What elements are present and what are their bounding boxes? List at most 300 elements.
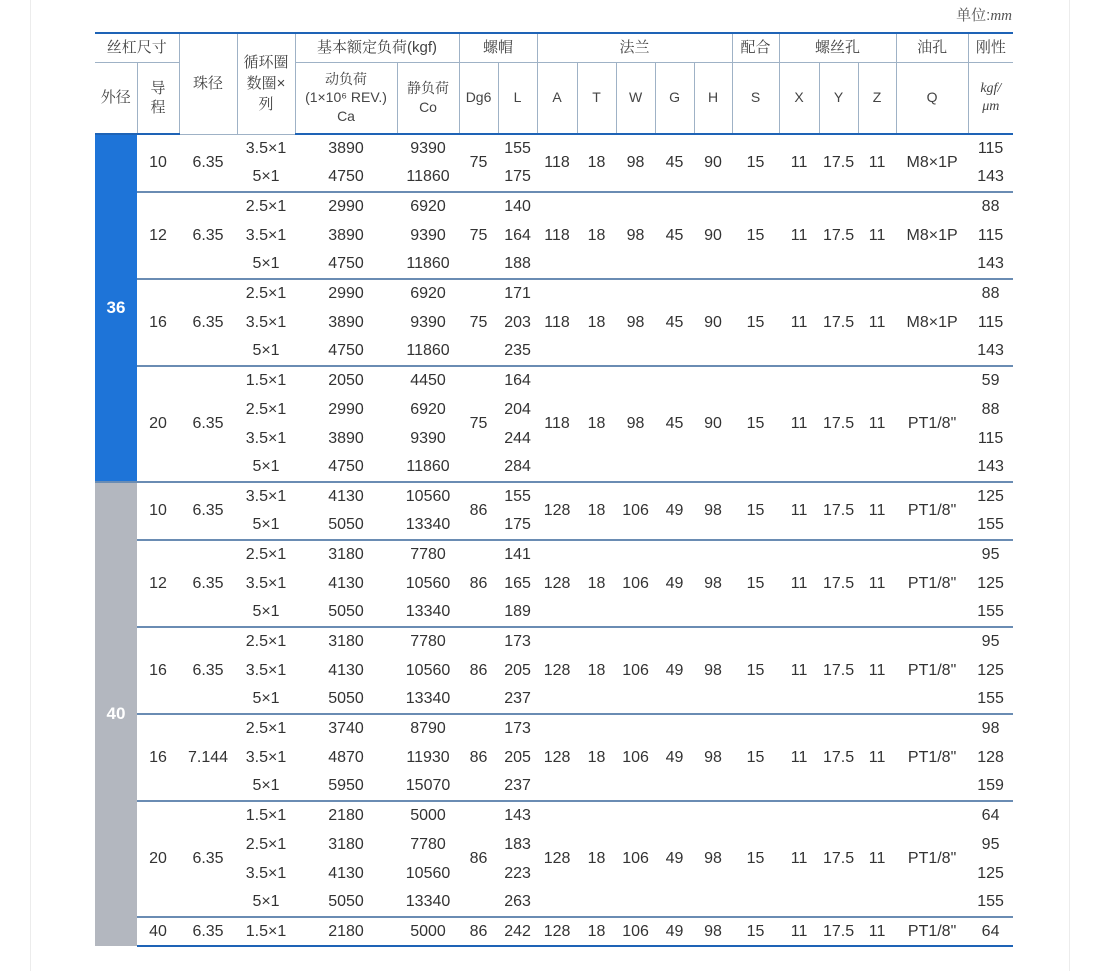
header-nut: 螺帽 — [459, 33, 537, 63]
T-cell: 18 — [577, 279, 616, 366]
oil-hole-cell: PT1/8" — [896, 917, 968, 946]
oil-hole-cell: PT1/8" — [896, 482, 968, 540]
Y-cell: 17.5 — [819, 192, 858, 279]
X-cell: 11 — [779, 801, 819, 917]
static-load-cell: 10560 — [405, 864, 451, 882]
X-cell: 11 — [790, 154, 808, 172]
header-Q: Q — [896, 63, 968, 135]
header-row-1 — [95, 33, 1013, 63]
header-dynamic-load — [295, 63, 397, 135]
static-load-cell: 10560 — [405, 574, 451, 592]
G-cell: 45 — [655, 279, 694, 366]
A-cell: 118 — [537, 366, 577, 482]
A-cell: 128 — [537, 917, 577, 946]
X-cell: 11 — [779, 279, 819, 366]
dynamic-load-cell: 4870 — [328, 748, 364, 766]
dynamic-load-cell: 3890 — [328, 429, 364, 447]
Y-cell: 17.5 — [822, 154, 855, 172]
W-cell: 98 — [616, 366, 655, 482]
circuits-cell: 5×1 — [252, 255, 280, 273]
table-row — [95, 540, 1013, 569]
dynamic-load-cell: 4750 — [328, 168, 364, 186]
G-cell: 49 — [655, 917, 694, 946]
X-cell: 11 — [779, 714, 819, 801]
stiffness-cell: 88 — [981, 400, 1000, 418]
H-cell: 90 — [694, 366, 732, 482]
G-cell: 49 — [655, 801, 694, 917]
nut-length-cell: 203 — [504, 313, 531, 331]
header-A: A — [537, 63, 577, 135]
lead-cell: 10 — [149, 154, 167, 172]
spec-table — [95, 32, 1013, 947]
oil-hole-cell: M8×1P — [896, 192, 968, 279]
X-cell: 11 — [779, 540, 819, 627]
static-load-cell: 4450 — [397, 366, 459, 395]
stiffness-cell: 59 — [968, 366, 1013, 395]
static-load-cell: 10560 — [397, 482, 459, 511]
dynamic-load-cell: 4130 — [328, 574, 364, 592]
nut-length-cell: 205 — [504, 661, 531, 679]
ball-diameter-cell: 7.144 — [179, 714, 237, 801]
page-frame-right — [1069, 0, 1070, 971]
table-row — [95, 366, 1013, 395]
nut-length-cell: 155 — [498, 482, 537, 511]
circuits-cell: 5×1 — [252, 516, 280, 534]
dynamic-load-cell: 4130 — [328, 864, 364, 882]
T-cell: 18 — [577, 627, 616, 714]
stiffness-cell: 115 — [977, 429, 1004, 447]
table-row — [95, 279, 1013, 308]
nut-length-cell: 263 — [504, 893, 531, 911]
header-ball-diameter: 珠径 — [179, 33, 237, 134]
circuits-cell: 3.5×1 — [245, 864, 287, 882]
static-load-cell: 7780 — [397, 627, 459, 656]
circuits-cell: 5×1 — [252, 603, 280, 621]
stiffness-cell: 88 — [968, 192, 1013, 221]
lead-cell: 10 — [137, 482, 179, 540]
T-cell: 18 — [577, 482, 616, 540]
nut-length-cell: 204 — [504, 400, 531, 418]
circuits-cell: 3.5×1 — [245, 139, 287, 157]
circuits-cell: 1.5×1 — [237, 366, 295, 395]
oil-hole-cell: PT1/8" — [896, 540, 968, 627]
static-load-cell: 6920 — [397, 192, 459, 221]
header-X: X — [779, 63, 819, 135]
table-header — [95, 33, 1013, 134]
G-cell: 49 — [655, 482, 694, 540]
ball-diameter-cell: 6.35 — [179, 801, 237, 917]
Y-cell: 17.5 — [819, 279, 858, 366]
nut-length-cell: 223 — [504, 864, 531, 882]
circuits-cell: 2.5×1 — [237, 540, 295, 569]
A-cell: 118 — [537, 279, 577, 366]
outer-diameter-cell: 40 — [95, 482, 137, 946]
stiffness-cell: 64 — [968, 801, 1013, 830]
static-load-cell: 13340 — [405, 516, 451, 534]
static-load-cell: 11860 — [406, 168, 450, 186]
nut-length-cell: 141 — [498, 540, 537, 569]
dynamic-load-cell: 4130 — [295, 482, 397, 511]
nut-length-cell: 164 — [498, 366, 537, 395]
static-load-cell: 6920 — [410, 400, 446, 418]
A-cell: 118 — [544, 154, 570, 172]
circuits-cell: 3.5×1 — [237, 482, 295, 511]
Z-cell: 11 — [858, 366, 896, 482]
table-body — [95, 134, 1013, 946]
ball-diameter-cell: 6.35 — [192, 153, 224, 171]
Y-cell: 17.5 — [819, 482, 858, 540]
ball-diameter-cell: 6.35 — [179, 917, 237, 946]
nut-length-cell: 165 — [504, 574, 531, 592]
static-load-cell: 6920 — [397, 279, 459, 308]
header-static-load — [397, 63, 459, 135]
stiffness-unit-text: kgf/μm — [980, 80, 1002, 114]
lead-cell: 40 — [137, 917, 179, 946]
nut-length-cell: 205 — [504, 748, 531, 766]
dynamic-load-cell: 2180 — [295, 917, 397, 946]
nut-length-cell: 173 — [498, 714, 537, 743]
oil-hole-cell: M8×1P — [896, 279, 968, 366]
nut-length-cell: 242 — [498, 917, 537, 946]
static-load-cell: 10560 — [405, 661, 451, 679]
dynamic-load-cell: 2050 — [295, 366, 397, 395]
circuits-cell: 1.5×1 — [237, 801, 295, 830]
static-load-cell: 8790 — [397, 714, 459, 743]
circuits-cell: 2.5×1 — [237, 714, 295, 743]
Z-cell: 11 — [858, 279, 896, 366]
circuits-cell: 5×1 — [252, 893, 280, 911]
circuits-cell: 3.5×1 — [245, 226, 287, 244]
nut-length-cell: 164 — [504, 226, 531, 244]
header-Y: Y — [819, 63, 858, 135]
dynamic-load-cell: 3890 — [328, 313, 364, 331]
stiffness-cell: 125 — [977, 661, 1004, 679]
lead-cell: 20 — [137, 801, 179, 917]
nut-length-cell: 175 — [504, 516, 531, 534]
stiffness-cell: 95 — [968, 627, 1013, 656]
header-H: H — [694, 63, 732, 135]
W-cell: 106 — [616, 482, 655, 540]
Y-cell: 17.5 — [819, 540, 858, 627]
S-cell: 15 — [732, 917, 779, 946]
G-cell: 49 — [655, 714, 694, 801]
table-row — [95, 714, 1013, 743]
G-cell: 45 — [665, 154, 684, 172]
circuits-cell: 2.5×1 — [237, 279, 295, 308]
dynamic-load-cell: 3180 — [328, 835, 364, 853]
circuits-cell: 5×1 — [252, 777, 280, 795]
stiffness-cell: 155 — [977, 893, 1004, 911]
header-outer-diameter: 外径 — [95, 63, 137, 135]
circuits-cell: 5×1 — [252, 458, 280, 476]
nut-length-cell: 171 — [498, 279, 537, 308]
T-cell: 18 — [587, 154, 606, 172]
circuits-cell: 3.5×1 — [245, 661, 287, 679]
dynamic-load-cell: 5950 — [328, 777, 364, 795]
H-cell: 90 — [694, 279, 732, 366]
ball-diameter-cell: 6.35 — [179, 482, 237, 540]
W-cell: 98 — [616, 279, 655, 366]
dynamic-load-cell: 5050 — [328, 603, 364, 621]
header-circuits-text: 循环圈数圈×列 — [243, 54, 289, 114]
dynamic-load-cell: 4750 — [328, 255, 364, 273]
page-frame-left — [30, 0, 31, 971]
lead-cell: 16 — [137, 627, 179, 714]
dynamic-load-cell: 3740 — [295, 714, 397, 743]
static-load-cell: 13340 — [405, 690, 451, 708]
static-load-cell: 9390 — [410, 429, 446, 447]
H-cell: 98 — [694, 917, 732, 946]
dynamic-load-cell: 5050 — [328, 893, 364, 911]
dynamic-load-cell: 5050 — [328, 516, 364, 534]
table-row — [95, 482, 1013, 511]
stiffness-cell: 143 — [977, 458, 1004, 476]
header-stiffness-unit — [968, 63, 1013, 135]
nut-length-cell: 189 — [504, 603, 531, 621]
W-cell: 106 — [616, 540, 655, 627]
stiffness-cell: 125 — [977, 574, 1004, 592]
G-cell: 49 — [655, 627, 694, 714]
header-basic-load: 基本额定负荷(kgf) — [295, 33, 459, 63]
stiffness-cell: 64 — [968, 917, 1013, 946]
ball-diameter-cell: 6.35 — [179, 192, 237, 279]
static-load-label: 静负荷 — [407, 80, 450, 97]
static-load-cell: 11860 — [406, 458, 450, 476]
stiffness-cell: 125 — [968, 482, 1013, 511]
header-lead-text: 导程 — [150, 79, 166, 116]
W-cell: 106 — [616, 627, 655, 714]
T-cell: 18 — [577, 801, 616, 917]
Z-cell: 11 — [858, 540, 896, 627]
S-cell: 15 — [732, 482, 779, 540]
unit-value: mm — [990, 8, 1012, 24]
static-load-cell: 13340 — [405, 603, 451, 621]
ball-diameter-cell: 6.35 — [179, 627, 237, 714]
H-cell: 98 — [694, 714, 732, 801]
W-cell: 106 — [616, 714, 655, 801]
lead-cell: 16 — [137, 714, 179, 801]
Y-cell: 17.5 — [819, 714, 858, 801]
stiffness-cell: 128 — [977, 748, 1004, 766]
stiffness-cell: 155 — [977, 690, 1004, 708]
T-cell: 18 — [577, 540, 616, 627]
Z-cell: 11 — [858, 714, 896, 801]
nut-length-cell: 237 — [504, 690, 531, 708]
dg6-cell: 86 — [459, 627, 498, 714]
H-cell: 90 — [704, 154, 722, 172]
header-S: S — [732, 63, 779, 135]
dynamic-load-cell: 5050 — [328, 690, 364, 708]
oil-hole-cell: PT1/8" — [896, 801, 968, 917]
dg6-cell: 86 — [459, 540, 498, 627]
header-fit: 配合 — [732, 33, 779, 63]
lead-cell: 20 — [137, 366, 179, 482]
header-W: W — [616, 63, 655, 135]
static-load-cell: 7780 — [397, 540, 459, 569]
circuits-cell: 2.5×1 — [237, 627, 295, 656]
dg6-cell: 75 — [459, 366, 498, 482]
table-row — [95, 917, 1013, 946]
W-cell: 98 — [626, 154, 645, 172]
W-cell: 98 — [616, 192, 655, 279]
G-cell: 49 — [655, 540, 694, 627]
dg6-cell: 75 — [459, 279, 498, 366]
H-cell: 98 — [694, 482, 732, 540]
A-cell: 128 — [537, 482, 577, 540]
stiffness-cell: 143 — [977, 255, 1004, 273]
dg6-cell: 86 — [459, 801, 498, 917]
H-cell: 98 — [694, 540, 732, 627]
lead-cell: 16 — [137, 279, 179, 366]
dynamic-load-label: 动负荷 — [325, 70, 368, 87]
S-cell: 15 — [732, 540, 779, 627]
circuits-cell: 3.5×1 — [245, 748, 287, 766]
stiffness-cell: 115 — [977, 140, 1004, 158]
circuits-cell: 2.5×1 — [245, 400, 287, 418]
S-cell: 15 — [732, 801, 779, 917]
X-cell: 11 — [779, 366, 819, 482]
dynamic-load-cell: 4130 — [328, 661, 364, 679]
dynamic-load-cell: 3180 — [295, 627, 397, 656]
W-cell: 106 — [616, 917, 655, 946]
S-cell: 15 — [746, 154, 765, 172]
static-load-cell: 5000 — [397, 917, 459, 946]
unit-label — [956, 4, 1012, 25]
A-cell: 128 — [537, 627, 577, 714]
dg6-cell: 75 — [459, 192, 498, 279]
Z-cell: 11 — [858, 192, 896, 279]
circuits-cell: 3.5×1 — [245, 574, 287, 592]
circuits-cell: 5×1 — [252, 690, 280, 708]
Z-cell: 11 — [858, 801, 896, 917]
static-load-cell: 11860 — [406, 342, 450, 360]
G-cell: 45 — [655, 192, 694, 279]
dynamic-load-ca: Ca — [337, 107, 355, 124]
nut-length-cell: 235 — [504, 342, 531, 360]
Y-cell: 17.5 — [819, 627, 858, 714]
G-cell: 45 — [655, 366, 694, 482]
oil-hole-cell: PT1/8" — [896, 366, 968, 482]
S-cell: 15 — [732, 366, 779, 482]
stiffness-cell: 155 — [977, 603, 1004, 621]
circuits-cell: 3.5×1 — [245, 429, 287, 447]
nut-length-cell: 143 — [498, 801, 537, 830]
outer-diameter-cell: 36 — [95, 134, 137, 482]
lead-cell: 12 — [137, 192, 179, 279]
H-cell: 98 — [694, 801, 732, 917]
oil-hole-cell: PT1/8" — [896, 627, 968, 714]
T-cell: 18 — [577, 714, 616, 801]
header-L: L — [498, 63, 537, 135]
dynamic-load-cell: 3890 — [328, 140, 364, 158]
A-cell: 128 — [537, 801, 577, 917]
header-circuits — [237, 33, 295, 134]
dynamic-load-cell: 2180 — [295, 801, 397, 830]
circuits-cell: 2.5×1 — [237, 192, 295, 221]
header-T: T — [577, 63, 616, 135]
A-cell: 128 — [537, 714, 577, 801]
T-cell: 18 — [577, 366, 616, 482]
table-row — [95, 627, 1013, 656]
ball-diameter-cell: 6.35 — [179, 366, 237, 482]
dynamic-load-cell: 3180 — [295, 540, 397, 569]
oil-hole-cell: M8×1P — [906, 154, 958, 172]
X-cell: 11 — [779, 482, 819, 540]
unit-label-text: 单位: — [956, 7, 991, 24]
header-dg6: Dg6 — [459, 63, 498, 135]
table-row — [95, 801, 1013, 830]
nut-length-cell: 183 — [504, 835, 531, 853]
Y-cell: 17.5 — [819, 917, 858, 946]
circuits-cell: 3.5×1 — [245, 313, 287, 331]
Z-cell: 11 — [858, 627, 896, 714]
nut-length-cell: 155 — [504, 140, 531, 158]
dg6-cell: 75 — [469, 154, 488, 172]
static-load-cell: 9390 — [410, 226, 446, 244]
dynamic-load-cell: 4750 — [328, 342, 364, 360]
header-oil-hole: 油孔 — [896, 33, 968, 63]
stiffness-cell: 95 — [981, 835, 1000, 853]
dg6-cell: 86 — [459, 917, 498, 946]
X-cell: 11 — [779, 917, 819, 946]
static-load-cell: 9390 — [410, 313, 446, 331]
nut-length-cell: 173 — [498, 627, 537, 656]
circuits-cell: 5×1 — [252, 168, 280, 186]
stiffness-cell: 115 — [977, 313, 1004, 331]
dynamic-load-cell: 4750 — [328, 458, 364, 476]
Z-cell: 11 — [858, 917, 896, 946]
lead-cell: 12 — [137, 540, 179, 627]
stiffness-cell: 115 — [977, 226, 1004, 244]
stiffness-cell: 143 — [977, 168, 1004, 186]
static-load-cell: 11930 — [406, 748, 450, 766]
dynamic-load-cell: 3890 — [328, 226, 364, 244]
Z-cell: 11 — [858, 482, 896, 540]
stiffness-cell: 159 — [977, 777, 1004, 795]
ball-diameter-cell: 6.35 — [179, 540, 237, 627]
nut-length-cell: 244 — [504, 429, 531, 447]
T-cell: 18 — [577, 192, 616, 279]
H-cell: 90 — [694, 192, 732, 279]
dynamic-load-cell: 2990 — [295, 192, 397, 221]
W-cell: 106 — [616, 801, 655, 917]
S-cell: 15 — [732, 627, 779, 714]
dynamic-load-cell: 2990 — [295, 279, 397, 308]
oil-hole-cell: PT1/8" — [896, 714, 968, 801]
H-cell: 98 — [694, 627, 732, 714]
nut-length-cell: 188 — [504, 255, 531, 273]
static-load-cell: 9390 — [410, 140, 446, 158]
A-cell: 128 — [537, 540, 577, 627]
dg6-cell: 86 — [459, 482, 498, 540]
Y-cell: 17.5 — [819, 366, 858, 482]
T-cell: 18 — [577, 917, 616, 946]
ball-diameter-cell: 6.35 — [179, 279, 237, 366]
table-row — [95, 134, 1013, 163]
X-cell: 11 — [779, 192, 819, 279]
static-load-cell: 15070 — [405, 777, 451, 795]
header-G: G — [655, 63, 694, 135]
X-cell: 11 — [779, 627, 819, 714]
Z-cell: 11 — [868, 154, 886, 172]
header-screw-hole: 螺丝孔 — [779, 33, 896, 63]
header-screw-size: 丝杠尺寸 — [95, 33, 179, 63]
S-cell: 15 — [732, 714, 779, 801]
static-load-co: Co — [419, 98, 437, 115]
S-cell: 15 — [732, 279, 779, 366]
circuits-cell: 5×1 — [252, 342, 280, 360]
header-lead — [137, 63, 179, 135]
